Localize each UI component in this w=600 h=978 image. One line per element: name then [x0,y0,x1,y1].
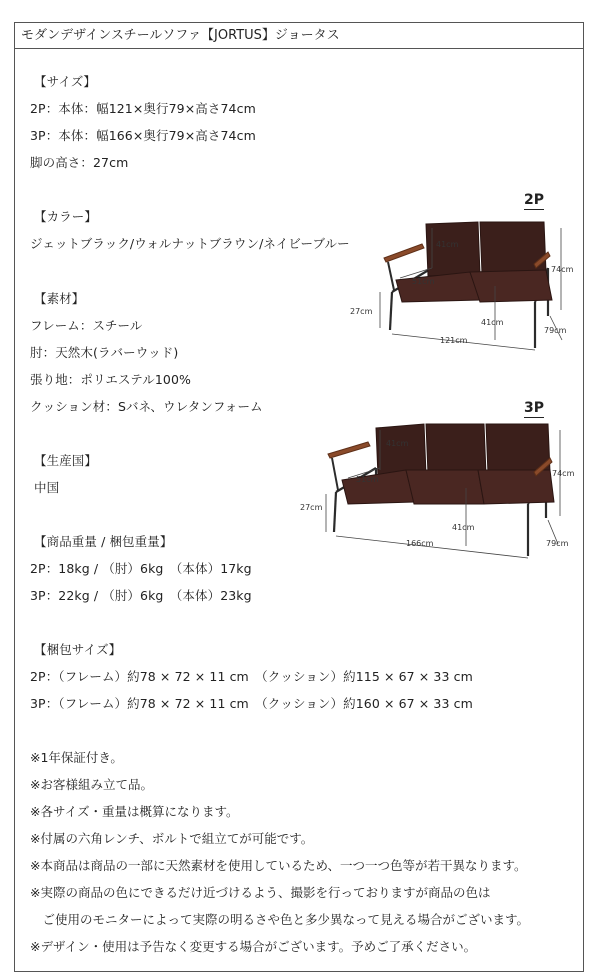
diagram-3p-label: 3P [524,400,545,416]
size-3p: 3P：本体：幅166×奥行79×高さ74cm [30,128,256,143]
sofa-2p-diagram [340,210,580,358]
sofa-2p-arm-post [388,262,394,290]
sofa-2p-seat [396,272,480,302]
sofa-2p-seat-right [470,270,552,302]
note-item: ※デザイン・使用は予告なく変更する場合がございます。予めご了承ください。 [30,939,477,954]
material-heading: 【素材】 [34,291,85,306]
material-upholstery: 張り地：ポリエステル100% [30,372,192,387]
weight-2p: 2P：18kg / （肘）6kg （本体）17kg [30,561,252,576]
package-3p: 3P：（フレーム）約78 × 72 × 11 cm （クッション）約160 × 67 × 33 cm [30,696,473,711]
note-item: ※各サイズ・重量は概算になります。 [30,804,239,819]
origin-country: 中国 [34,480,60,495]
sofa-3p-arm-post [332,458,338,490]
dim-2p-back: 41cm [436,240,459,249]
note-item: ※お客様組み立て品。 [30,777,153,792]
dim-2p-seat: 41cm [481,318,504,327]
package-heading: 【梱包サイズ】 [34,642,122,657]
dim-3p-leg: 27cm [300,503,323,512]
sofa-3p-back-middle [426,424,486,474]
dim-3p-width: 166cm [406,539,434,548]
page-title: モダンデザインスチールソファ【JORTUS】ジョータス [15,23,583,49]
size-2p: 2P：本体：幅121×奥行79×高さ74cm [30,101,256,116]
dim-2p-depth: 51cm [412,277,435,286]
dim-3p-depth: 51cm [356,475,379,484]
dim-3p-seat: 41cm [452,523,475,532]
sofa-3p-left-arm [328,442,370,458]
sofa-3p-seat-middle [406,470,484,504]
note-item: ※1年保証付き。 [30,750,123,765]
origin-heading: 【生産国】 [34,453,98,468]
dim-2p-height: 74cm [551,265,574,274]
note-item: ご使用のモニターによって実際の明るさや色と多少異なって見える場合がございます。 [30,912,530,927]
material-cushion: クッション材：Sバネ、ウレタンフォーム [30,399,263,414]
dim-3p-height: 74cm [552,469,575,478]
weight-3p: 3P：22kg / （肘）6kg （本体）23kg [30,588,252,603]
color-heading: 【カラー】 [34,209,98,224]
sofa-3p-back-left [376,424,426,476]
dim-2p-depth-total: 79cm [544,326,567,335]
color-options: ジェットブラック/ウォルナットブラウン/ネイビーブルー [30,236,350,251]
size-heading: 【サイズ】 [34,74,97,89]
package-2p: 2P：（フレーム）約78 × 72 × 11 cm （クッション）約115 × 67 × 33 cm [30,669,473,684]
dim-2p-leg: 27cm [350,307,373,316]
material-arm: 肘：天然木(ラバーウッド) [30,345,179,360]
leg-height: 脚の高さ：27cm [30,155,129,170]
note-item: ※実際の商品の色にできるだけ近づけるよう、撮影を行っておりますが商品の色は [30,885,491,900]
note-item: ※本商品は商品の一部に天然素材を使用しているため、一つ一つ色等が若干異なります。 [30,858,527,873]
dim-2p-width: 121cm [440,336,468,345]
material-frame: フレーム：スチール [30,318,143,333]
sofa-3p-seat-right [478,470,554,504]
sofa-2p-left-arm [384,244,424,262]
weight-heading: 【商品重量 / 梱包重量】 [34,534,173,549]
dim-3p-depth-total: 79cm [546,539,569,548]
sofa-2p-back [426,222,480,276]
diagram-2p-label: 2P [524,192,545,208]
sofa-3p-diagram [296,416,580,564]
note-item: ※付属の六角レンチ、ボルトで組立てが可能です。 [30,831,314,846]
dim-3p-back: 41cm [386,439,409,448]
